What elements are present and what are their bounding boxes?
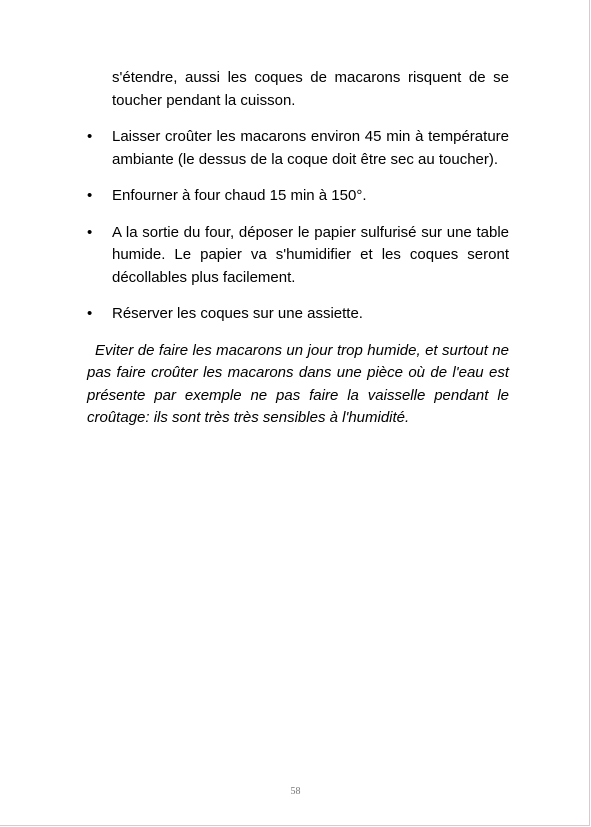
humidity-note: Eviter de faire les macarons un jour trop humide, et surtout ne pas faire croûter les macarons dans une pièce où de l'eau est présente par exemple ne pas faire la vaisselle pendant le croûtage: ils sont très très sensibles à l'humidité.	[87, 341, 509, 426]
bullet-text: Enfourner à four chaud 15 min à 150°.	[112, 187, 367, 204]
bullet-item-reserver	[87, 303, 509, 326]
bullet-icon: •	[87, 305, 93, 322]
bullet-item-crouter	[87, 126, 509, 171]
continuation-paragraph: s'étendre, aussi les coques de macarons risquent de se toucher pendant la cuisson.	[112, 69, 509, 109]
bullet-icon: •	[87, 187, 93, 204]
page-number: 58	[290, 786, 301, 797]
bullet-icon: •	[87, 223, 93, 241]
bullet-text: A la sortie du four, déposer le papier sulfurisé sur une table humide. Le papier va s'humidifier et les coques seront décollables plus facilement.	[112, 223, 509, 286]
bullet-item-enfourner	[87, 185, 509, 208]
bullet-item-sortie-four	[87, 222, 509, 290]
document-body	[87, 67, 509, 445]
bullet-text: Réserver les coques sur une assiette.	[112, 305, 363, 322]
bullet-icon: •	[87, 128, 93, 145]
bullet-text: Laisser croûter les macarons environ 45 min à température ambiante (le dessus de la coque doit être sec au toucher).	[112, 128, 509, 168]
